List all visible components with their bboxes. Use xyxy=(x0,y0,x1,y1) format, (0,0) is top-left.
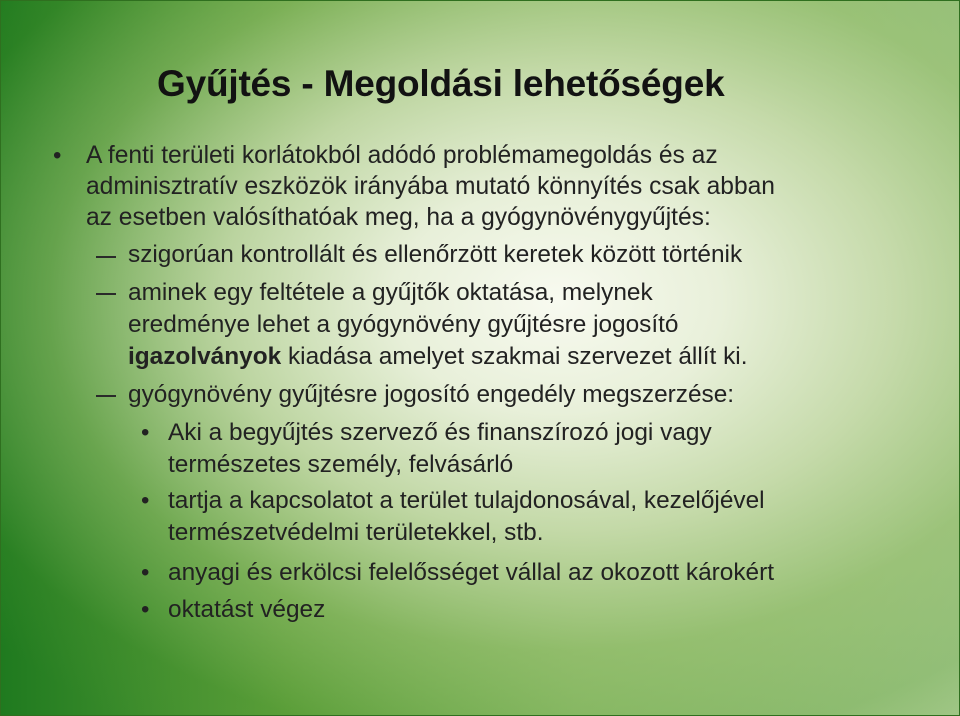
sub-item-2-line-3 xyxy=(128,343,747,371)
sub-sub-item-2-line-2: természetvédelmi területekkel, stb. xyxy=(168,519,544,546)
intro-line-1: A fenti területi korlátokból adódó problémamegoldás és az xyxy=(86,142,718,169)
bullet-marker: • xyxy=(141,559,150,586)
bullet-marker: • xyxy=(53,142,62,169)
intro-line-3: az esetben valósíthatóak meg, ha a gyógynövénygyűjtés: xyxy=(86,204,711,231)
sub-sub-item-1-line-2: természetes személy, felvásárló xyxy=(168,451,514,478)
bullet-marker: • xyxy=(141,596,150,623)
dash-marker xyxy=(96,293,116,295)
dash-marker xyxy=(96,395,116,397)
sub-item-2-tail: kiadása amelyet szakmai szervezet állít ki. xyxy=(281,343,748,370)
slide-title: Gyűjtés - Megoldási lehetőségek xyxy=(157,63,725,104)
bullet-marker: • xyxy=(141,487,150,514)
sub-item-3: gyógynövény gyűjtésre jogosító engedély megszerzése: xyxy=(128,381,735,408)
bold-word: igazolványok xyxy=(128,343,282,370)
sub-item-2-line-2: eredménye lehet a gyógynövény gyűjtésre jogosító xyxy=(128,311,679,338)
sub-sub-item-4: oktatást végez xyxy=(168,596,326,623)
bullet-marker: • xyxy=(141,419,150,446)
sub-sub-item-1-line-1: Aki a begyűjtés szervező és finanszírozó jogi vagy xyxy=(168,419,712,446)
sub-item-2-line-1: aminek egy feltétele a gyűjtők oktatása, melynek xyxy=(128,279,653,306)
sub-item-1: szigorúan kontrollált és ellenőrzött keretek között történik xyxy=(128,241,743,268)
sub-sub-item-2-line-1: tartja a kapcsolatot a terület tulajdonosával, kezelőjével xyxy=(168,487,765,514)
sub-sub-item-3: anyagi és erkölcsi felelősséget vállal az okozott károkért xyxy=(168,559,775,586)
intro-line-2: adminisztratív eszközök irányába mutató könnyítés csak abban xyxy=(86,173,775,200)
dash-marker xyxy=(96,256,116,258)
